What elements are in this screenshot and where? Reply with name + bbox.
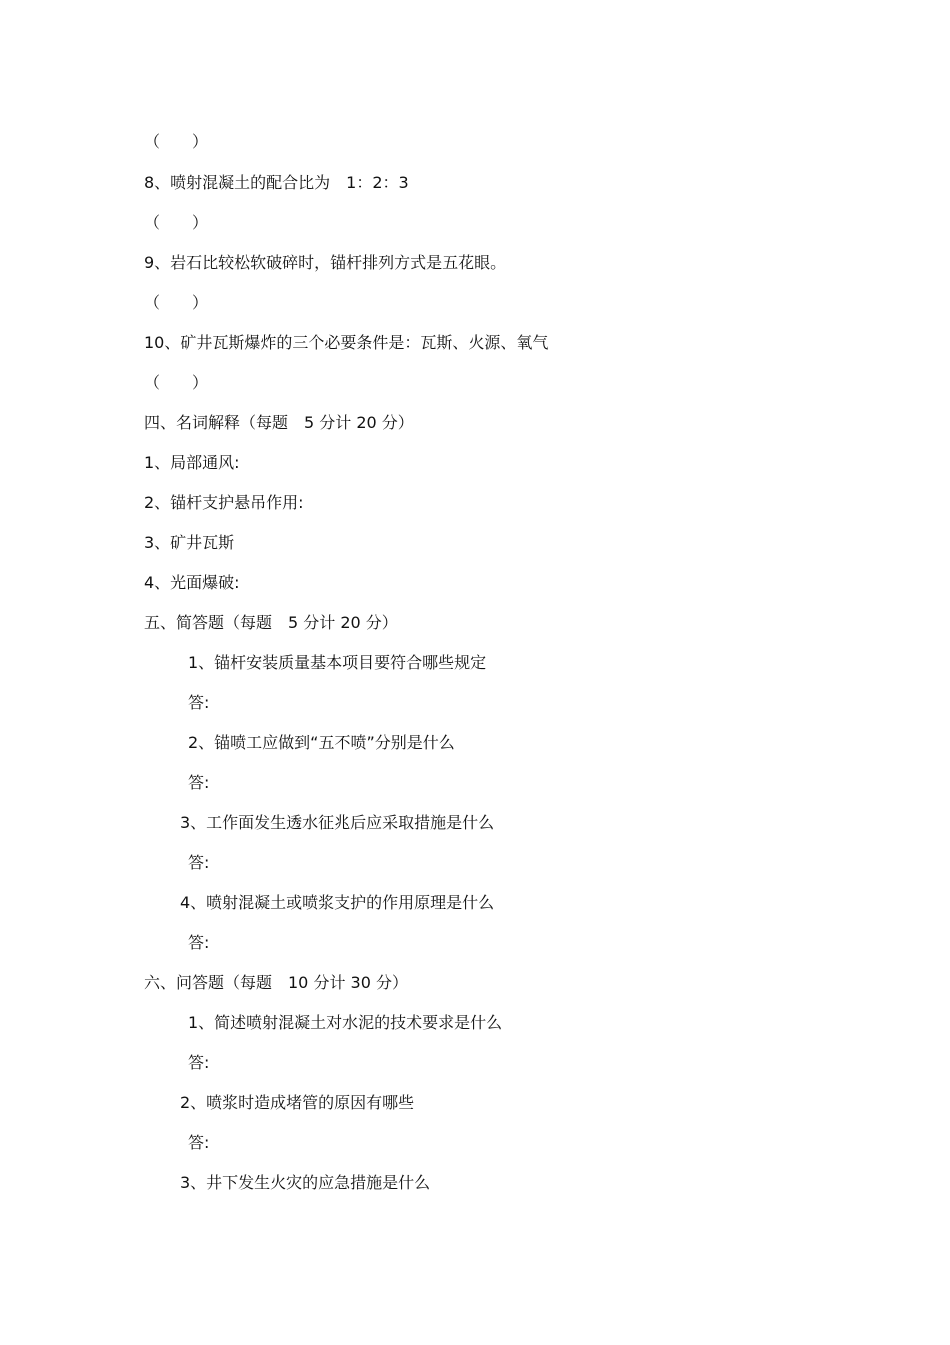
judgment-question-9: 9、岩石比较松软破碎时，锚杆排列方式是五花眼。 [144, 253, 507, 272]
answer-blank: （ ） [144, 132, 209, 151]
term-question-4: 4、光面爆破: [144, 573, 240, 592]
essay-question-2: 2、喷浆时造成堵管的原因有哪些 [180, 1093, 415, 1112]
section-heading-4: 四、名词解释（每题 5 分计 20 分） [144, 413, 414, 432]
answer-label: 答: [188, 933, 210, 952]
term-question-2: 2、锚杆支护悬吊作用: [144, 493, 304, 512]
answer-label: 答: [188, 853, 210, 872]
answer-blank: （ ） [144, 213, 209, 232]
judgment-question-8: 8、喷射混凝土的配合比为 1：2：3 [144, 173, 409, 192]
short-question-2: 2、锚喷工应做到“五不喷”分别是什么 [188, 733, 455, 752]
short-question-3: 3、工作面发生透水征兆后应采取措施是什么 [180, 813, 495, 832]
term-question-1: 1、局部通风: [144, 453, 240, 472]
answer-label: 答: [188, 693, 210, 712]
short-question-1: 1、锚杆安装质量基本项目要符合哪些规定 [188, 653, 487, 672]
answer-label: 答: [188, 1133, 210, 1152]
section-heading-5: 五、简答题（每题 5 分计 20 分） [144, 613, 398, 632]
answer-blank: （ ） [144, 373, 209, 392]
term-question-3: 3、矿井瓦斯 [144, 533, 235, 552]
essay-question-1: 1、简述喷射混凝土对水泥的技术要求是什么 [188, 1013, 503, 1032]
judgment-question-10: 10、矿井瓦斯爆炸的三个必要条件是：瓦斯、火源、氧气 [144, 333, 549, 352]
essay-question-3: 3、井下发生火灾的应急措施是什么 [180, 1173, 431, 1192]
answer-label: 答: [188, 773, 210, 792]
answer-blank: （ ） [144, 293, 209, 312]
short-question-4: 4、喷射混凝土或喷浆支护的作用原理是什么 [180, 893, 495, 912]
answer-label: 答: [188, 1053, 210, 1072]
section-heading-6: 六、问答题（每题 10 分计 30 分） [144, 973, 408, 992]
